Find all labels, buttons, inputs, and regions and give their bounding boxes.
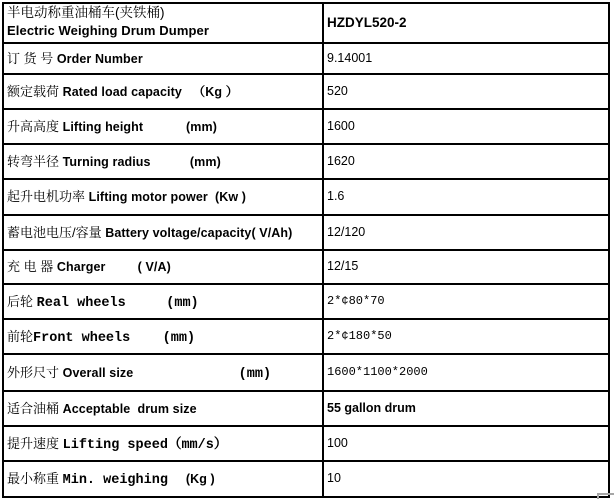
spec-row xyxy=(3,109,609,144)
spec-row xyxy=(3,74,609,109)
spec-value-cell: 55 gallon drum xyxy=(323,391,609,426)
spec-label-cell xyxy=(3,354,323,391)
spec-label-en: Lifting motor power xyxy=(88,190,208,204)
spec-label-en: Overall size xyxy=(62,365,134,380)
spec-label-cell xyxy=(3,179,323,215)
header-row xyxy=(3,3,609,43)
spec-label-zh: 最小称重 xyxy=(7,471,63,486)
spec-label-zh: 订 货 号 xyxy=(7,50,57,66)
spec-label-cell xyxy=(3,74,323,109)
spec-label-zh: 额定载荷 xyxy=(7,83,63,99)
spec-label-cell xyxy=(3,461,323,497)
spec-label-cell xyxy=(3,319,323,354)
spec-value-cell: 520 xyxy=(323,74,609,109)
spec-unit: （Kg ） xyxy=(181,84,239,99)
spec-label-cell xyxy=(3,144,323,179)
spec-label-zh: 前轮 xyxy=(7,328,34,344)
spec-value-cell: 1620 xyxy=(323,144,609,179)
spec-value-cell: 2*¢80*70 xyxy=(323,284,609,319)
spec-label-en: Min. weighing xyxy=(62,473,168,488)
spec-label-zh: 外形尺寸 xyxy=(7,364,63,380)
spec-label-en: Battery voltage/capacity( V/Ah) xyxy=(105,225,293,240)
spec-row xyxy=(3,284,609,319)
spec-label-cell xyxy=(3,250,323,284)
spec-label-cell xyxy=(3,215,323,250)
spec-unit: (Kg ) xyxy=(167,472,215,486)
spec-label-en: Real wheels xyxy=(36,295,126,311)
spec-row xyxy=(3,354,609,391)
spec-row xyxy=(3,215,609,250)
spec-value-cell: 1600*1100*2000 xyxy=(323,354,609,391)
spec-value-cell: 10 xyxy=(323,461,609,497)
spec-label-en: Lifting speed xyxy=(62,438,168,453)
spec-value-cell: 100 xyxy=(323,426,609,461)
spec-unit: (mm) xyxy=(125,295,199,311)
spec-label-en: Acceptable drum size xyxy=(62,401,197,416)
spec-unit: (mm) xyxy=(133,366,272,382)
spec-label-zh: 转弯半径 xyxy=(7,153,63,169)
spec-label-en: Lifting height xyxy=(62,119,144,134)
spec-value-cell: 12/15 xyxy=(323,250,609,284)
product-title-zh: 半电动称重油桶车(夹铁桶) xyxy=(7,5,165,20)
spec-label-en: Front wheels xyxy=(33,330,131,346)
spec-label-cell xyxy=(3,109,323,144)
spec-label-cell xyxy=(3,426,323,461)
spec-label-cell xyxy=(3,391,323,426)
spec-value-cell: 2*¢180*50 xyxy=(323,319,609,354)
spec-row xyxy=(3,179,609,215)
spec-label-en: Turning radius xyxy=(62,154,151,169)
spec-unit: ( V/A) xyxy=(105,260,171,274)
spec-value-cell: 1.6 xyxy=(323,179,609,215)
spec-label-zh: 起升电机功率 xyxy=(7,189,89,204)
spec-unit: （mm/s） xyxy=(167,438,228,453)
spec-label-cell xyxy=(3,43,323,74)
spec-label-zh: 提升速度 xyxy=(7,436,63,451)
product-title-en: Electric Weighing Drum Dumper xyxy=(7,23,210,38)
spec-label-zh: 充 电 器 xyxy=(7,259,57,274)
spec-row xyxy=(3,144,609,179)
spec-unit: (mm) xyxy=(130,330,196,346)
spec-label-zh: 蓄电池电压/容量 xyxy=(7,224,106,240)
spec-row xyxy=(3,43,609,74)
spec-label-en: Order Number xyxy=(56,51,143,66)
spec-unit: (mm) xyxy=(150,154,221,169)
spec-label-zh: 适合油桶 xyxy=(7,400,63,416)
spec-value-cell: 9.14001 xyxy=(323,43,609,74)
stray-gridline xyxy=(597,493,614,499)
spec-row xyxy=(3,250,609,284)
spec-row xyxy=(3,391,609,426)
spec-value-cell: 1600 xyxy=(323,109,609,144)
spec-value-cell: 12/120 xyxy=(323,215,609,250)
spec-row xyxy=(3,319,609,354)
spec-label-zh: 升高高度 xyxy=(7,118,63,134)
spec-unit: (Kw ) xyxy=(207,190,247,204)
spec-table xyxy=(2,2,610,498)
model-number: HZDYL520-2 xyxy=(323,3,609,43)
spec-label-cell xyxy=(3,284,323,319)
spec-label-en: Charger xyxy=(56,260,106,274)
spec-row xyxy=(3,461,609,497)
spec-label-zh: 后轮 xyxy=(7,293,37,309)
spec-label-en: Rated load capacity xyxy=(62,84,182,99)
spec-row xyxy=(3,426,609,461)
spec-unit: (mm) xyxy=(143,119,218,134)
product-title-cell xyxy=(3,3,323,43)
